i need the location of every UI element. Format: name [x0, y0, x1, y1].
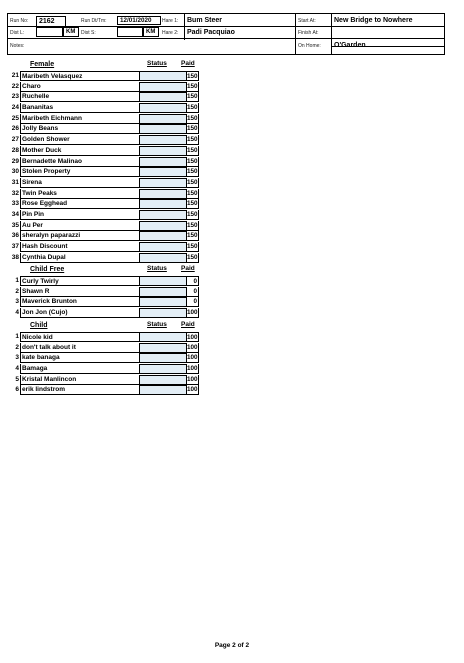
- member-name: don't talk about it: [20, 343, 143, 353]
- table-row: [7, 167, 199, 178]
- table-row: [7, 385, 199, 396]
- run-header-form: [7, 13, 445, 55]
- status-cell[interactable]: [139, 287, 187, 297]
- status-cell[interactable]: [139, 343, 187, 353]
- section-header: [7, 265, 199, 276]
- status-cell[interactable]: [139, 253, 187, 263]
- member-name: Maribeth Eichmann: [20, 114, 143, 124]
- row-number: 30: [11, 168, 19, 176]
- paid-amount[interactable]: 0: [187, 276, 199, 286]
- on-home-field[interactable]: O'Garden: [334, 42, 366, 49]
- child-free-section: [7, 265, 199, 319]
- run-no-label: Run No:: [10, 18, 29, 24]
- on-home-label: On Home:: [298, 43, 321, 49]
- child-free-rows: [7, 276, 199, 319]
- table-row: [7, 276, 199, 287]
- row-number: 34: [11, 210, 19, 218]
- member-name: Au Per: [20, 221, 143, 231]
- divider: [8, 38, 445, 39]
- row-number: 35: [11, 221, 19, 229]
- table-row: [7, 242, 199, 253]
- page-footer: Page 2 of 2: [214, 642, 250, 649]
- run-date-field[interactable]: 12/01/2020: [117, 16, 161, 25]
- row-number: 36: [11, 232, 19, 240]
- member-name: Sirena: [20, 178, 143, 188]
- dist-s-label: Dist S:: [81, 30, 96, 36]
- row-number: 1: [15, 333, 19, 340]
- run-date-label: Run Dt/Tm:: [81, 18, 107, 24]
- section-header: [7, 60, 199, 71]
- row-number: 2: [15, 287, 19, 295]
- row-number: 27: [11, 136, 19, 144]
- start-label: Start At:: [298, 18, 316, 24]
- table-row: [7, 146, 199, 157]
- finish-field[interactable]: [332, 28, 445, 38]
- divider: [331, 14, 332, 55]
- member-name: Maverick Brunton: [20, 297, 143, 307]
- status-cell[interactable]: [139, 189, 187, 199]
- member-name: sheralyn paparazzi: [20, 231, 143, 241]
- status-cell[interactable]: [139, 297, 187, 307]
- status-cell[interactable]: [139, 199, 187, 209]
- table-row: [7, 199, 199, 210]
- section-header: [7, 321, 199, 332]
- hare2-label: Hare 2:: [162, 30, 179, 36]
- paid-amount[interactable]: 150: [187, 168, 198, 176]
- dist-l-unit: KM: [63, 27, 79, 37]
- member-name: kate banaga: [20, 353, 143, 363]
- paid-amount[interactable]: 150: [187, 232, 198, 240]
- row-number: 33: [11, 200, 19, 208]
- status-cell[interactable]: [139, 385, 187, 395]
- table-row: [7, 82, 199, 93]
- row-number: 22: [11, 82, 19, 90]
- dist-l-label: Dist L:: [10, 30, 25, 36]
- table-row: [7, 92, 199, 103]
- table-row: [7, 210, 199, 221]
- table-row: [7, 221, 199, 232]
- dist-l-field[interactable]: [36, 27, 63, 37]
- member-name: Bernadette Malinao: [20, 157, 143, 167]
- status-cell[interactable]: [139, 231, 187, 241]
- status-cell[interactable]: [139, 135, 187, 145]
- row-number: 1: [15, 277, 19, 284]
- status-cell[interactable]: [139, 82, 187, 92]
- status-cell[interactable]: [139, 114, 187, 124]
- status-cell[interactable]: [139, 178, 187, 188]
- status-cell[interactable]: [139, 276, 187, 286]
- row-number: 3: [15, 298, 19, 306]
- member-name: Charo: [20, 82, 143, 92]
- row-number: 24: [11, 104, 19, 112]
- member-name: Stolen Property: [20, 167, 143, 177]
- row-number: 4: [15, 309, 19, 317]
- status-cell[interactable]: [139, 375, 187, 385]
- paid-amount[interactable]: 100: [187, 309, 198, 317]
- status-header: Status: [147, 321, 167, 328]
- table-row: [7, 114, 199, 125]
- status-cell[interactable]: [139, 124, 187, 134]
- paid-amount[interactable]: 150: [187, 200, 198, 208]
- section-title: Child Free: [30, 266, 65, 273]
- status-cell[interactable]: [139, 221, 187, 231]
- row-number: 32: [11, 189, 19, 197]
- status-cell[interactable]: [139, 242, 187, 252]
- divider: [8, 26, 445, 27]
- status-cell[interactable]: [139, 71, 187, 81]
- run-no-field[interactable]: 2162: [36, 16, 66, 27]
- row-number: 21: [11, 72, 19, 79]
- start-field[interactable]: New Bridge to Nowhere: [334, 17, 413, 24]
- row-number: 29: [11, 157, 19, 165]
- paid-amount[interactable]: 100: [187, 386, 198, 394]
- paid-amount[interactable]: 150: [187, 82, 198, 90]
- status-cell[interactable]: [139, 364, 187, 374]
- member-name: Shawn R: [20, 287, 143, 297]
- member-name: Hash Discount: [20, 242, 143, 252]
- table-row: [7, 375, 199, 386]
- female-section: [7, 60, 199, 263]
- status-cell[interactable]: [139, 92, 187, 102]
- member-name: Bamaga: [20, 364, 143, 374]
- table-row: [7, 332, 199, 343]
- status-cell[interactable]: [139, 146, 187, 156]
- paid-amount[interactable]: 150: [187, 104, 198, 112]
- status-cell[interactable]: [139, 157, 187, 167]
- paid-amount[interactable]: 150: [187, 210, 198, 218]
- row-number: 31: [11, 178, 19, 186]
- row-number: 23: [11, 93, 19, 101]
- table-row: [7, 297, 199, 308]
- status-header: Status: [147, 265, 167, 272]
- divider: [184, 14, 185, 40]
- finish-label: Finish At:: [298, 30, 319, 36]
- section-title: Female: [30, 61, 55, 68]
- paid-amount[interactable]: 100: [187, 365, 198, 373]
- row-number: 3: [15, 354, 19, 362]
- paid-header: Paid: [181, 321, 195, 328]
- hare2-field[interactable]: Padi Pacquiao: [187, 29, 235, 36]
- paid-amount[interactable]: 0: [187, 297, 199, 307]
- paid-amount[interactable]: 100: [187, 334, 198, 341]
- paid-amount[interactable]: 100: [187, 354, 198, 362]
- paid-amount[interactable]: 0: [187, 287, 199, 297]
- notes-field[interactable]: [36, 39, 294, 53]
- status-cell[interactable]: [139, 308, 187, 318]
- status-cell[interactable]: [139, 353, 187, 363]
- table-row: [7, 253, 199, 264]
- status-cell[interactable]: [139, 332, 187, 342]
- member-name: Ruchelle: [20, 92, 143, 102]
- row-number: 37: [11, 243, 19, 250]
- table-row: [7, 231, 199, 242]
- paid-amount[interactable]: 150: [187, 243, 198, 250]
- paid-amount[interactable]: 150: [187, 136, 198, 144]
- row-number: 6: [15, 386, 19, 394]
- paid-header: Paid: [181, 265, 195, 272]
- divider: [295, 14, 296, 55]
- table-row: [7, 178, 199, 189]
- row-number: 25: [11, 114, 19, 122]
- female-rows: [7, 71, 199, 263]
- member-name: Pin Pin: [20, 210, 143, 220]
- member-name: Jon Jon (Cujo): [20, 308, 143, 318]
- paid-header: Paid: [181, 60, 195, 67]
- member-name: Mother Duck: [20, 146, 143, 156]
- section-title: Child: [30, 322, 48, 329]
- table-row: [7, 189, 199, 200]
- paid-amount[interactable]: 150: [187, 146, 198, 154]
- paid-amount[interactable]: 100: [187, 343, 198, 351]
- member-name: Cynthia Dupal: [20, 253, 143, 263]
- paid-amount[interactable]: 150: [187, 189, 198, 197]
- table-row: [7, 364, 199, 375]
- table-row: [7, 124, 199, 135]
- hare1-field[interactable]: Bum Steer: [187, 17, 223, 24]
- dist-s-unit: KM: [143, 27, 159, 37]
- member-name: Maribeth Velasquez: [20, 71, 143, 81]
- paid-amount[interactable]: 150: [187, 114, 198, 122]
- member-name: Curly Twirly: [20, 276, 143, 286]
- member-name: Kristal Manlincon: [20, 375, 143, 385]
- table-row: [7, 287, 199, 298]
- row-number: 5: [15, 375, 19, 383]
- row-number: 2: [15, 343, 19, 351]
- row-number: 28: [11, 146, 19, 154]
- table-row: [7, 353, 199, 364]
- table-row: [7, 157, 199, 168]
- paid-amount[interactable]: 150: [187, 93, 198, 101]
- row-number: 26: [11, 125, 19, 133]
- member-name: Twin Peaks: [20, 189, 143, 199]
- table-row: [7, 71, 199, 82]
- child-section: [7, 321, 199, 396]
- row-number: 4: [15, 365, 19, 373]
- member-name: erik lindstrom: [20, 385, 143, 395]
- member-name: Rose Egghead: [20, 199, 143, 209]
- status-header: Status: [147, 60, 167, 67]
- paid-amount[interactable]: 150: [187, 125, 198, 133]
- member-name: Bananitas: [20, 103, 143, 113]
- status-cell[interactable]: [139, 167, 187, 177]
- table-row: [7, 135, 199, 146]
- divider: [331, 46, 445, 47]
- status-cell[interactable]: [139, 103, 187, 113]
- child-rows: [7, 332, 199, 396]
- paid-amount[interactable]: 150: [187, 73, 198, 80]
- member-name: Jolly Beans: [20, 124, 143, 134]
- paid-amount[interactable]: 150: [187, 221, 198, 229]
- table-row: [7, 103, 199, 114]
- status-cell[interactable]: [139, 210, 187, 220]
- member-name: Nicole kid: [20, 332, 143, 342]
- paid-amount[interactable]: 100: [187, 375, 198, 383]
- paid-amount[interactable]: 150: [187, 157, 198, 165]
- paid-amount[interactable]: 150: [187, 253, 198, 261]
- dist-s-field[interactable]: [117, 27, 143, 37]
- hare1-label: Hare 1:: [162, 18, 179, 24]
- paid-amount[interactable]: 150: [187, 178, 198, 186]
- table-row: [7, 308, 199, 319]
- member-name: Golden Shower: [20, 135, 143, 145]
- notes-label: Notes:: [10, 43, 25, 49]
- row-number: 38: [11, 253, 19, 261]
- table-row: [7, 343, 199, 354]
